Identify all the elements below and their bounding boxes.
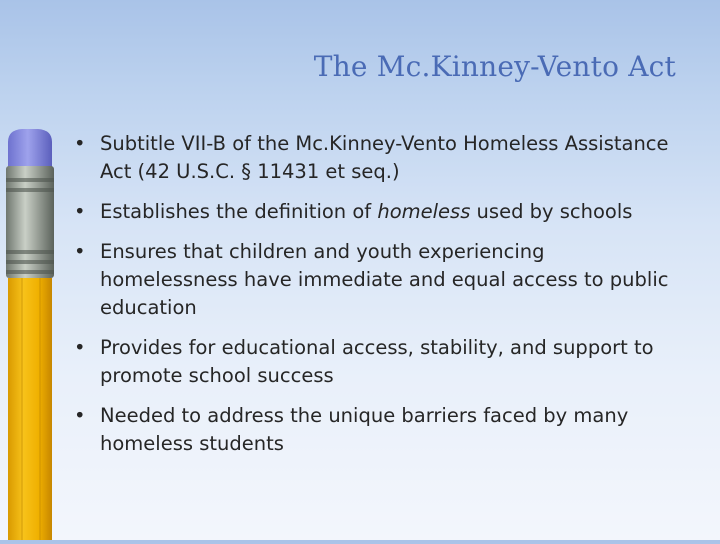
bullet-text: Needed to address the unique barriers faced by many homeless students (100, 404, 629, 455)
bullet-dot: • (74, 240, 86, 263)
bullet-dot: • (74, 404, 86, 427)
bullet-item (72, 198, 684, 226)
slide-title: The Mc.Kinney-Vento Act (313, 50, 676, 83)
bullet-text-emphasis: homeless (377, 200, 471, 223)
bullet-text-pre: Establishes the definition of (100, 200, 378, 223)
bullet-dot: • (74, 200, 86, 223)
bullet-dot: • (74, 132, 86, 155)
bullet-item (72, 130, 684, 186)
bullet-text: Subtitle VII-B of the Mc.Kinney-Vento Homeless Assistance Act (42 U.S.C. § 11431 et seq.) (100, 132, 669, 183)
bullet-item (72, 238, 684, 322)
pencil-icon (0, 128, 60, 540)
bullet-item (72, 402, 684, 458)
bullet-list (72, 130, 684, 470)
bullet-text-post: used by schools (470, 200, 633, 223)
bullet-dot: • (74, 336, 86, 359)
bullet-item (72, 334, 684, 390)
bullet-text: Ensures that children and youth experiencing homelessness have immediate and equal access to public education (100, 240, 669, 319)
bullet-text: Provides for educational access, stability, and support to promote school success (100, 336, 654, 387)
